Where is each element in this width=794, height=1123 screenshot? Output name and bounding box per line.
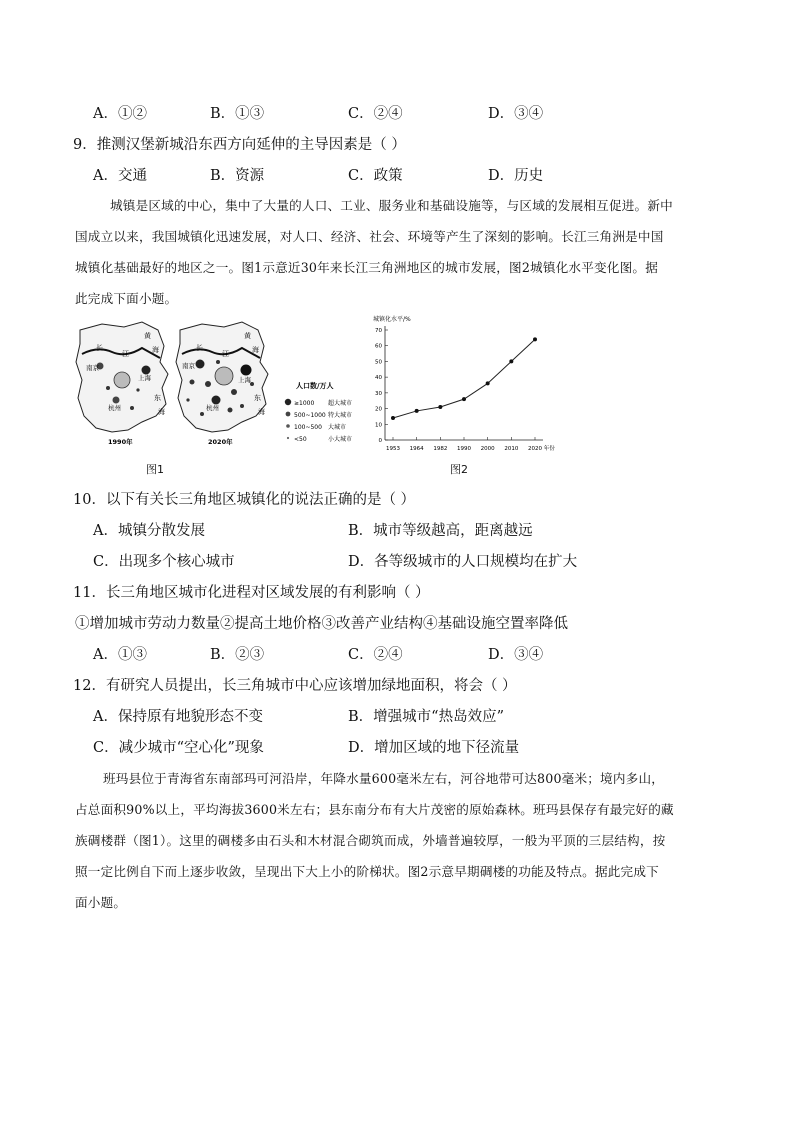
series-line [393, 339, 535, 418]
data-point [486, 381, 490, 385]
map1990-label-huang: 黄 [144, 332, 151, 340]
q9-option-d: D．历史 [488, 168, 544, 184]
x-tick-label: 2000 [480, 446, 495, 452]
x-tick-label: 1982 [433, 446, 448, 452]
legend-range-3: 100~500 [294, 424, 322, 431]
passage1-line-1: 城镇是区域的中心，集中了大量的人口、工业、服务业和基础设施等，与区域的发展相互促进。新中 [110, 198, 673, 213]
q12-option-b: B．增强城市“热岛效应” [348, 709, 504, 725]
map1990-label-hai2: 海 [158, 408, 165, 416]
map2020-label-chang: 长 [196, 344, 203, 352]
q11-choices: ①增加城市劳动力数量②提高土地价格③改善产业结构④基础设施空置率降低 [75, 616, 568, 632]
map-2020 [176, 322, 268, 446]
legend-range-1: ≥1000 [294, 400, 315, 407]
q9-option-c: C．政策 [348, 168, 403, 184]
y-tick-label: 40 [375, 375, 382, 382]
q10-option-c: C．出现多个核心城市 [93, 554, 235, 570]
q12-option-a: A．保持原有地貌形态不变 [93, 709, 263, 725]
data-point [391, 416, 395, 420]
q11-stem: 11．长三角地区城市化进程对区域发展的有利影响（ ） [73, 585, 430, 601]
legend-type-3: 大城市 [328, 424, 347, 431]
q9-stem: 9．推测汉堡新城沿东西方向延伸的主导因素是（ ） [73, 137, 406, 153]
map1990-label-hangzhou: 杭州 [108, 404, 121, 412]
q8-option-c: C．②④ [348, 106, 403, 122]
passage2-line-3: 族碉楼群（图1）。这里的碉楼多由石头和木材混合砌筑而成，外墙普遍较厚，一般为平顶的三层结构，按 [75, 833, 666, 848]
q10-option-d: D．各等级城市的人口规模均在扩大 [348, 554, 578, 570]
legend-type-2: 特大城市 [328, 412, 353, 419]
q9-option-b: B．资源 [210, 168, 265, 184]
data-point [438, 405, 442, 409]
map1990-year: 1990年 [108, 438, 133, 446]
figure1-maps [72, 318, 362, 450]
map1990-label-nanjing: 南京 [86, 364, 99, 372]
map2020-label-nanjing: 南京 [182, 362, 195, 370]
legend-symbol-smallcity [287, 437, 289, 439]
x-tick-label: 2010 [504, 446, 519, 452]
legend-range-4: <50 [294, 436, 307, 443]
q8-option-b: B．①③ [210, 106, 265, 122]
q10-option-b: B．城市等级越高，距离越远 [348, 523, 533, 539]
passage2-line-5: 面小题。 [75, 895, 127, 910]
passage1-line-3: 城镇化基础最好的地区之一。图1示意近30年来长江三角洲地区的城市发展，图2城镇化水平变化图。据 [75, 260, 658, 275]
passage-banma [75, 763, 723, 918]
x-tick-label: 2020 年份 [528, 446, 555, 452]
y-tick-label: 70 [375, 328, 382, 334]
map1990-label-jiang: 江 [122, 350, 129, 358]
legend-range-2: 500~1000 [294, 412, 326, 419]
x-tick-label: 1964 [409, 446, 424, 452]
figure1-caption: 图1 [146, 463, 164, 476]
figure2-caption: 图2 [450, 463, 468, 476]
data-point [509, 359, 513, 363]
map-legend [285, 381, 352, 443]
q8-option-d: D．③④ [488, 106, 544, 122]
passage2-line-4: 照一定比例自下而上逐步收敛，呈现出下大上小的阶梯状。图2示意早期碉楼的功能及特点。据此完成下 [75, 864, 659, 879]
q10-stem: 10．以下有关长三角地区城镇化的说法正确的是（ ） [73, 492, 416, 508]
q11-option-c: C．②④ [348, 647, 403, 663]
map2020-label-shanghai: 上海 [238, 376, 251, 384]
q12-option-d: D．增加区域的地下径流量 [348, 740, 520, 756]
q12-stem: 12．有研究人员提出，长三角城市中心应该增加绿地面积，将会（ ） [73, 678, 517, 694]
q10-option-a: A．城镇分散发展 [93, 523, 205, 539]
passage2-line-2: 占总面积90%以上，平均海拔3600米左右；县东南分布有大片茂密的原始森林。班玛县保存有最完好的藏 [75, 802, 674, 817]
y-tick-label: 30 [375, 390, 382, 397]
data-point [462, 397, 466, 401]
legend-symbol-megacity [285, 399, 291, 405]
y-tick-label: 10 [375, 422, 382, 429]
map2020-label-hangzhou: 杭州 [206, 404, 219, 412]
map2020-label-jiang: 江 [222, 350, 229, 358]
passage-urbanization [75, 190, 723, 314]
passage2-line-1: 班玛县位于青海省东南部玛可河沿岸，年降水量600毫米左右，河谷地带可达800毫米；境内多山， [103, 771, 665, 786]
y-tick-label: 50 [375, 359, 382, 366]
y-tick-label: 20 [375, 406, 382, 413]
legend-symbol-supercity [286, 412, 291, 417]
legend-symbol-bigcity [286, 424, 290, 428]
figure2-chart [365, 312, 595, 460]
map1990-label-hai1: 海 [152, 346, 159, 354]
x-tick-label: 1990 [457, 446, 471, 452]
map1990-label-shanghai: 上海 [138, 374, 151, 382]
map-1990 [76, 322, 168, 446]
q11-option-d: D．③④ [488, 647, 544, 663]
q12-option-c: C．减少城市“空心化”现象 [93, 740, 264, 756]
y-tick-label: 0 [378, 438, 382, 444]
map1990-label-dong: 东 [154, 394, 161, 402]
q11-option-a: A．①③ [93, 647, 147, 663]
map2020-year: 2020年 [208, 438, 233, 446]
x-tick-label: 1953 [386, 446, 400, 452]
legend-title: 人口数/万人 [296, 382, 334, 390]
map2020-label-hai1: 海 [252, 346, 259, 354]
map1990-label-chang: 长 [96, 344, 103, 352]
q11-option-b: B．②③ [210, 647, 265, 663]
q9-option-a: A．交通 [93, 168, 147, 184]
q8-option-a: A．①② [93, 106, 147, 122]
legend-type-4: 小大城市 [328, 436, 353, 443]
map2020-label-hai2: 海 [258, 408, 265, 416]
chart-ylabel: 城镇化水平/% [373, 316, 411, 323]
data-point [415, 409, 419, 413]
passage1-line-4: 此完成下面小题。 [75, 291, 178, 306]
passage1-line-2: 国成立以来，我国城镇化迅速发展，对人口、经济、社会、环境等产生了深刻的影响。长江三角洲是中国 [75, 229, 664, 244]
map2020-label-huang: 黄 [244, 332, 251, 340]
legend-type-1: 超大城市 [328, 400, 353, 407]
data-point [533, 337, 537, 341]
map2020-label-dong: 东 [254, 394, 261, 402]
y-tick-label: 60 [375, 343, 382, 350]
